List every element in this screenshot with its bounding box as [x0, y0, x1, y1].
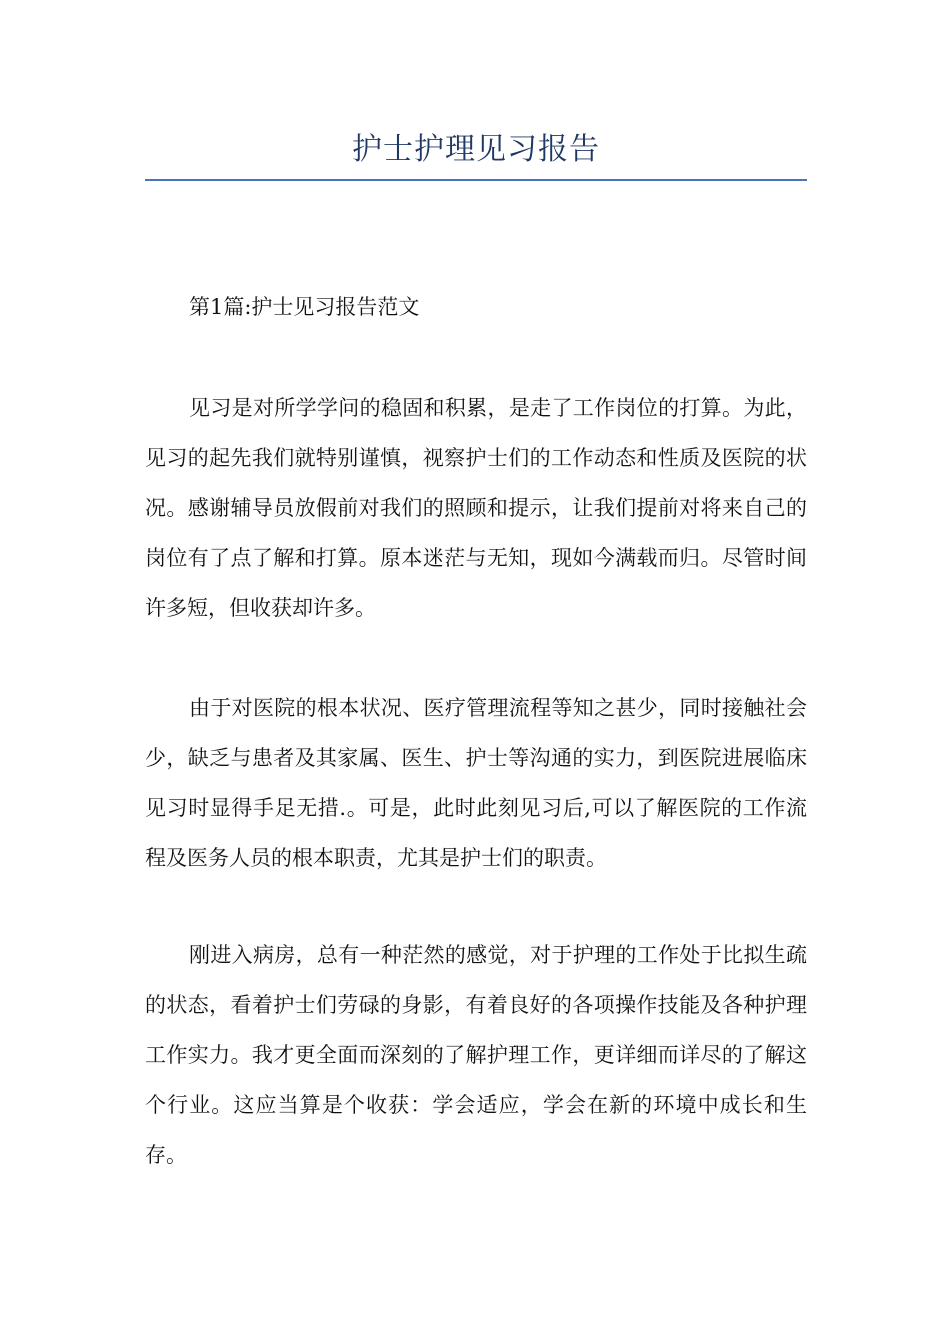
paragraph-2: 由于对医院的根本状况、医疗管理流程等知之甚少，同时接触社会少，缺乏与患者及其家属、医生、护士等沟通的实力，到医院进展临床见习时显得手足无措.。可是，此时此刻见习后,可以了解医院的工作流程及医务人员的根本职责，尤其是护士们的职责。	[145, 696, 807, 870]
title-underline	[145, 179, 807, 181]
document-title: 护士护理见习报告	[352, 132, 600, 167]
paragraph-1: 见习是对所学学问的稳固和积累，是走了工作岗位的打算。为此，见习的起先我们就特别谨慎，视察护士们的工作动态和性质及医院的状况。感谢辅导员放假前对我们的照顾和提示，让我们提前对将来自己的岗位有了点了解和打算。原本迷茫与无知，现如今满载而归。尽管时间许多短，但收获却许多。	[145, 396, 807, 620]
section-heading: 第1篇:护士见习报告范文	[189, 295, 420, 319]
paragraph-3: 刚进入病房，总有一种茫然的感觉，对于护理的工作处于比拟生疏的状态，看着护士们劳碌的身影，有着良好的各项操作技能及各种护理工作实力。我才更全面而深刻的了解护理工作，更详细而详尽的了解这个行业。这应当算是个收获：学会适应，学会在新的环境中成长和生存。	[145, 943, 807, 1167]
